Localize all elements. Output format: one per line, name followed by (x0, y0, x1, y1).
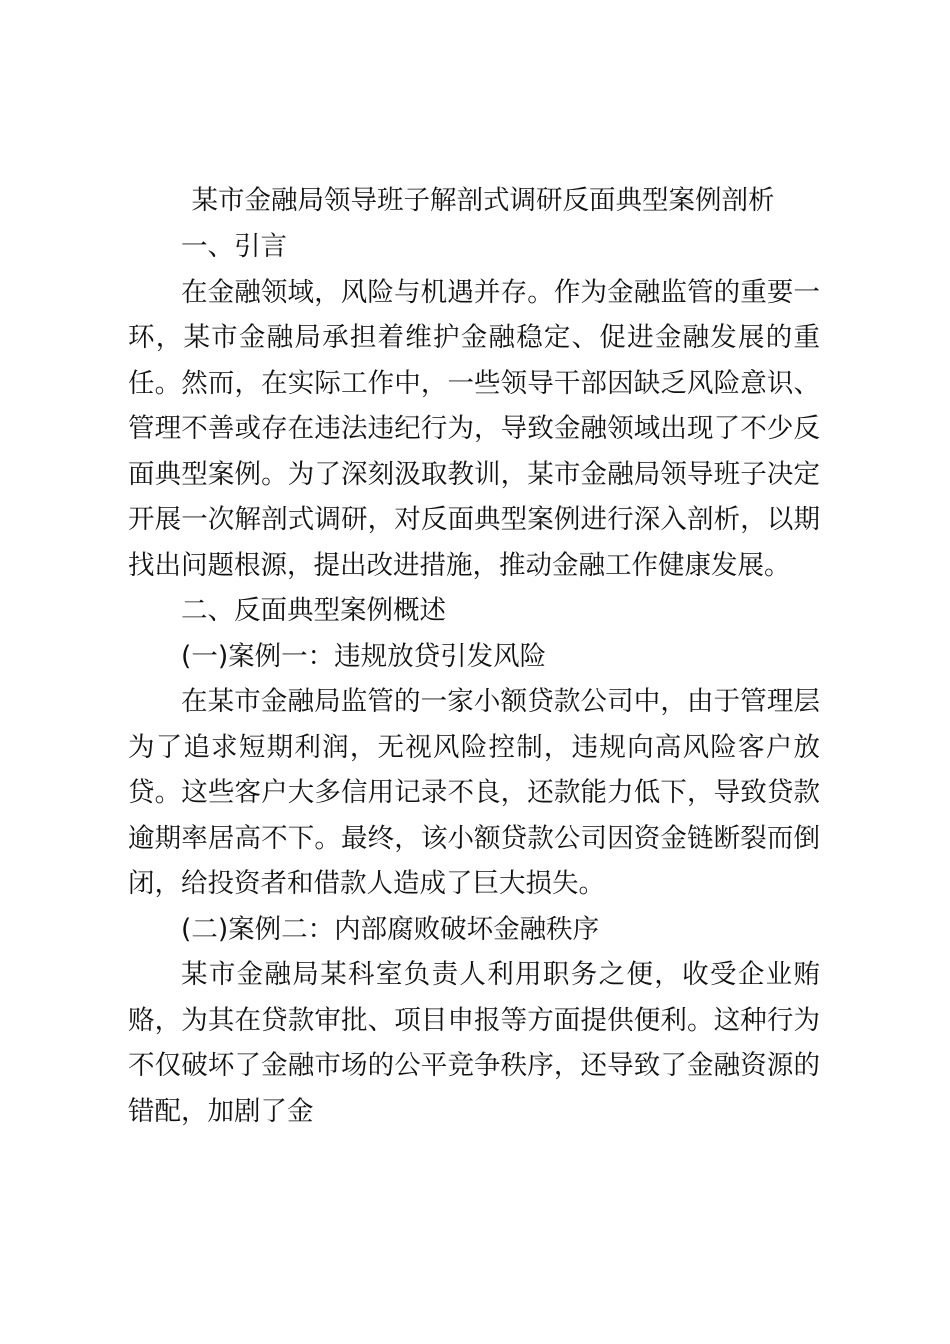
section-heading-case-overview: 二、反面典型案例概述 (181, 595, 446, 626)
document-body (128, 178, 820, 1134)
paragraph-case-two: 某市金融局某科室负责人利用职务之便，收受企业贿赂，为其在贷款审批、项目申报等方面提供便利。这种行为不仅破坏了金融市场的公平竞争秩序，还导致了金融资源的错配，加剧了金 (128, 959, 820, 1127)
paragraph-case-one: 在某市金融局监管的一家小额贷款公司中，由于管理层为了追求短期利润，无视风险控制，违规向高风险客户放贷。这些客户大多信用记录不良，还款能力低下，导致贷款逾期率居高不下。最终，该小额贷款公司因资金链断裂而倒闭，给投资者和借款人造成了巨大损失。 (128, 686, 820, 899)
section-heading-introduction: 一、引言 (181, 231, 287, 262)
document-title: 某市金融局领导班子解剖式调研反面典型案例剖析 (191, 185, 775, 216)
paragraph-introduction: 在金融领域，风险与机遇并存。作为金融监管的重要一环，某市金融局承担着维护金融稳定、促进金融发展的重任。然而，在实际工作中，一些领导干部因缺乏风险意识、管理不善或存在违法违纪行为，导致金融领域出现了不少反面典型案例。为了深刻汲取教训，某市金融局领导班子决定开展一次解剖式调研，对反面典型案例进行深入剖析，以期找出问题根源，提出改进措施，推动金融工作健康发展。 (128, 276, 820, 581)
subheading-case-two: (二)案例二：内部腐败破坏金融秩序 (181, 913, 600, 945)
subheading-case-one: (一)案例一：违规放贷引发风险 (181, 640, 547, 672)
